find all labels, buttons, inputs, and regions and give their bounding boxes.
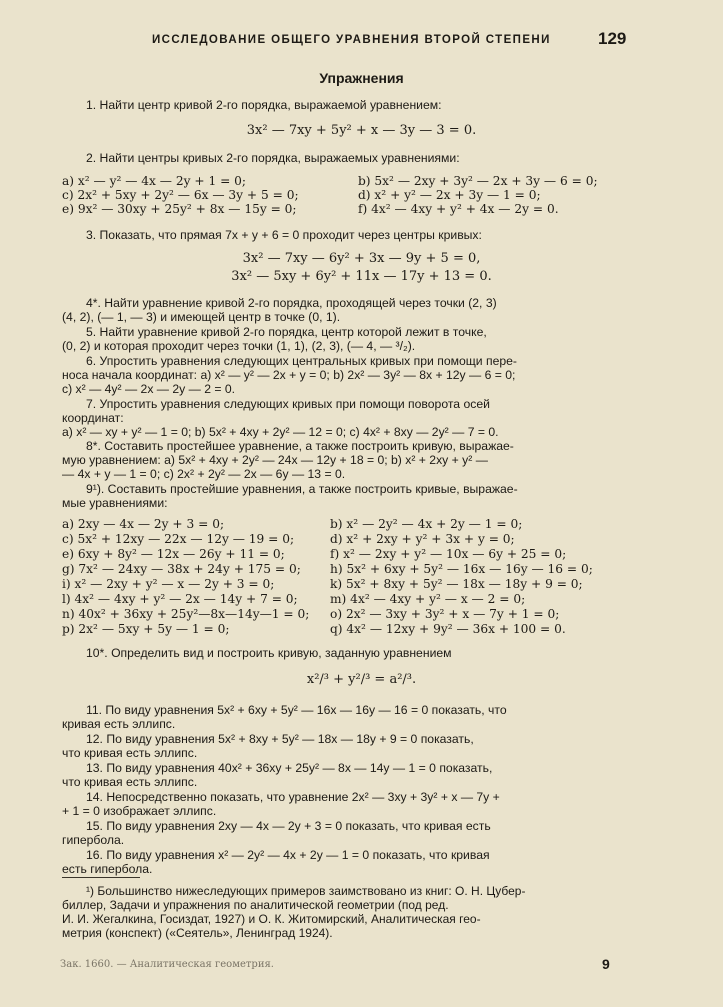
equation: n) 40x² + 36xy + 25y²—8x—14y—1 = 0;	[62, 607, 310, 621]
text-line: 13. По виду уравнения 40x² + 36xy + 25y² — 8x — 14y — 1 = 0 показать,	[86, 761, 493, 775]
text-line: c) x² — 4y² — 2x — 2y — 2 = 0.	[62, 382, 236, 396]
text-line: 2. Найти центры кривых 2-го порядка, выражаемых уравнениями:	[86, 151, 460, 165]
equation: g) 7x² — 24xy — 38x + 24y + 175 = 0;	[62, 562, 301, 576]
text-line: 3. Показать, что прямая 7x + y + 6 = 0 проходит через центры кривых:	[86, 228, 482, 242]
footnote-line: биллер, Задачи и упражнения по аналитической геометрии (под ред.	[62, 898, 449, 912]
equation: e) 6xy + 8y² — 12x — 26y + 11 = 0;	[62, 547, 285, 561]
footnote-line: ¹) Большинство нижеследующих примеров заимствовано из книг: О. Н. Цубер-	[86, 884, 526, 898]
equation: 3x² — 5xy + 6y² + 11x — 17y + 13 = 0.	[231, 269, 492, 284]
equation: b) x² — 2y² — 4x + 2y — 1 = 0;	[330, 517, 523, 531]
equation: b) 5x² — 2xy + 3y² — 2x + 3y — 6 = 0;	[358, 174, 598, 188]
text-line: + 1 = 0 изображает эллипс.	[62, 804, 217, 818]
equation: d) x² + 2xy + y² + 3x + y = 0;	[330, 532, 515, 546]
footnote-rule	[62, 877, 140, 878]
equation: 3x² — 7xy — 6y² + 3x — 9y + 5 = 0,	[242, 251, 481, 266]
equation: h) 5x² + 6xy + 5y² — 16x — 16y — 16 = 0;	[330, 562, 593, 576]
text-line: что кривая есть эллипс.	[62, 775, 198, 789]
equation: d) x² + y² — 2x + 3y — 1 = 0;	[358, 188, 541, 202]
page-number: 129	[598, 29, 627, 48]
running-header: ИССЛЕДОВАНИЕ ОБЩЕГО УРАВНЕНИЯ ВТОРОЙ СТЕПЕНИ	[152, 34, 551, 46]
equation: l) 4x² — 4xy + y² — 2x — 14y + 7 = 0;	[62, 592, 298, 606]
text-line: носа начала координат: a) x² — y² — 2x + y = 0; b) 2x² — 3y² — 8x + 12y — 6 = 0;	[62, 368, 516, 382]
equation: 3x² — 7xy + 5y² + x — 3y — 3 = 0.	[246, 123, 477, 138]
text-line: 14. Непосредственно показать, что уравнение 2x² — 3xy + 3y² + x — 7y +	[86, 790, 500, 804]
text-line: 4*. Найти уравнение кривой 2-го порядка, проходящей через точки (2, 3)	[86, 296, 497, 310]
equation: m) 4x² — 4xy + y² — x — 2 = 0;	[330, 592, 526, 606]
text-line: 1. Найти центр кривой 2-го порядка, выражаемой уравнением:	[86, 98, 442, 112]
text-line: 11. По виду уравнения 5x² + 6xy + 5y² — 16x — 16y — 16 = 0 показать, что	[86, 703, 507, 717]
equation: a) x² — y² — 4x — 2y + 1 = 0;	[62, 174, 247, 188]
text-line: 8*. Составить простейшее уравнение, а также построить кривую, выражае-	[86, 439, 514, 453]
equation: a) 2xy — 4x — 2y + 3 = 0;	[62, 517, 225, 531]
footnote-line: И. И. Жегалкина, Госиздат, 1927) и О. К. Житомирский, Аналитическая гео-	[62, 912, 481, 926]
text-line: 6. Упростить уравнения следующих центральных кривых при помощи пере-	[86, 354, 517, 368]
printer-signature: Зак. 1660. — Аналитическая геометрия.	[60, 959, 274, 970]
text-line: (4, 2), (— 1, — 3) и имеющей центр в точке (0, 1).	[62, 310, 341, 324]
equation: k) 5x² + 8xy + 5y² — 18x — 18y + 9 = 0;	[330, 577, 583, 591]
equation: f) x² — 2xy + y² — 10x — 6y + 25 = 0;	[330, 547, 567, 561]
equation: o) 2x² — 3xy + 3y² + x — 7y + 1 = 0;	[330, 607, 560, 621]
text-line: есть гипербола.	[62, 862, 153, 876]
text-line: 5. Найти уравнение кривой 2-го порядка, центр которой лежит в точке,	[86, 325, 487, 339]
section-title: Упражнения	[319, 70, 404, 86]
text-line: — 4x + y — 1 = 0; c) 2x² + 2y² — 2x — 6y — 13 = 0.	[62, 467, 346, 481]
text-line: кривая есть эллипс.	[62, 717, 176, 731]
equation: p) 2x² — 5xy + 5y — 1 = 0;	[62, 622, 230, 636]
text-line: 12. По виду уравнения 5x² + 8xy + 5y² — 18x — 18y + 9 = 0 показать,	[86, 732, 474, 746]
text-line: (0, 2) и которая проходит через точки (1, 1), (2, 3), (— 4, — ³/₂).	[62, 339, 416, 353]
text-line: мые уравнениями:	[62, 496, 168, 510]
equation: x²/³ + y²/³ = a²/³.	[306, 672, 417, 687]
text-line: 15. По виду уравнения 2xy — 4x — 2y + 3 = 0 показать, что кривая есть	[86, 819, 491, 833]
text-line: координат:	[62, 411, 124, 425]
text-line: мую уравнением: a) 5x² + 4xy + 2y² — 24x — 12y + 18 = 0; b) x² + 2xy + y² —	[62, 453, 488, 467]
equation: i) x² — 2xy + y² — x — 2y + 3 = 0;	[62, 577, 275, 591]
text-line: 9¹). Составить простейшие уравнения, а также построить кривые, выражае-	[86, 482, 518, 496]
signature-number: 9	[602, 956, 610, 972]
text-line: что кривая есть эллипс.	[62, 746, 198, 760]
equation: c) 2x² + 5xy + 2y² — 6x — 3y + 5 = 0;	[62, 188, 299, 202]
equation: f) 4x² — 4xy + y² + 4x — 2y = 0.	[358, 202, 559, 216]
text-line: 16. По виду уравнения x² — 2y² — 4x + 2y — 1 = 0 показать, что кривая	[86, 848, 490, 862]
text-line: a) x² — xy + y² — 1 = 0; b) 5x² + 4xy + 2y² — 12 = 0; c) 4x² + 8xy — 2y² — 7 = 0.	[62, 425, 499, 439]
text-line: 7. Упростить уравнения следующих кривых при помощи поворота осей	[86, 397, 490, 411]
footnote-line: метрия (конспект) («Сеятель», Ленинград 1924).	[62, 926, 333, 940]
equation: c) 5x² + 12xy — 22x — 12y — 19 = 0;	[62, 532, 295, 546]
text-line: 10*. Определить вид и построить кривую, заданную уравнением	[86, 646, 452, 660]
text-line: гипербола.	[62, 833, 125, 847]
equation: e) 9x² — 30xy + 25y² + 8x — 15y = 0;	[62, 202, 297, 216]
equation: q) 4x² — 12xy + 9y² — 36x + 100 = 0.	[330, 622, 566, 636]
